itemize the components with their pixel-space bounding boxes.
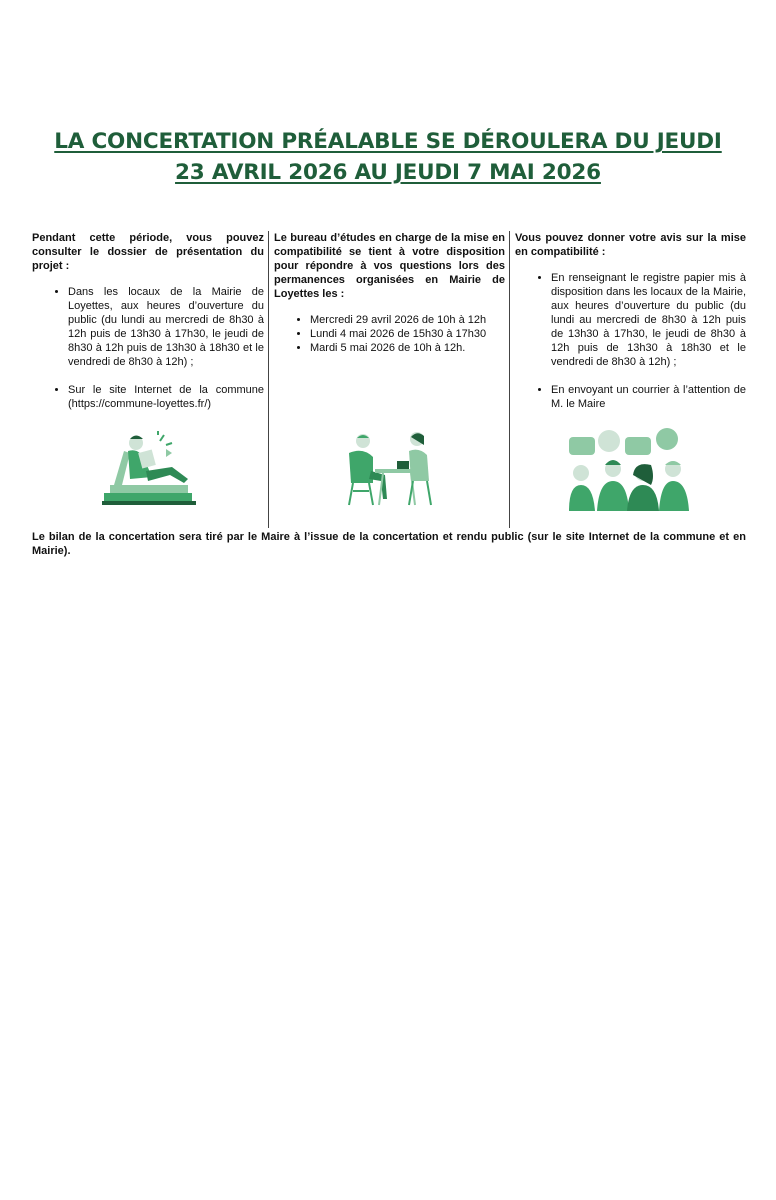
info-columns (32, 231, 746, 528)
group-with-speech-bubbles-illustration (563, 427, 693, 511)
page-title (0, 126, 776, 188)
bullet-list (515, 271, 746, 411)
column-lead: Pendant cette période, vous pouvez consulter le dossier de présentation du projet : (32, 232, 264, 272)
column-avis (510, 231, 746, 528)
list-item: • Mardi 5 mai 2026 de 10h à 12h. (310, 341, 505, 355)
person-reading-on-books-illustration (100, 431, 200, 507)
list-item: • En envoyant un courrier à l’attention de M. le Maire (551, 383, 746, 411)
title-line-1: LA CONCERTATION PRÉALABLE SE DÉROULERA DU JEUDI (54, 129, 722, 154)
column-lead: Le bureau d’études en charge de la mise en compatibilité se tient à votre disposition pour répondre à vos questions lors des permanences organisées en Mairie de Loyettes les : (274, 232, 505, 300)
list-item: • En renseignant le registre papier mis à disposition dans les locaux de la Mairie, aux heures d’ouverture du public (du lundi au mercredi de 8h30 à 12h puis de 13h30 à 17h30, le jeudi de 8h30 à 12h puis de 13h30 à 18h30 et le vendredi de 8h30 à 12h) ; (551, 271, 746, 369)
list-item: • Sur le site Internet de la commune (https://commune-loyettes.fr/) (68, 383, 264, 411)
bullet-list (32, 285, 264, 411)
list-item: • Lundi 4 mai 2026 de 15h30 à 17h30 (310, 327, 505, 341)
meeting-at-table-illustration (339, 431, 439, 507)
footer-note: Le bilan de la concertation sera tiré par le Maire à l’issue de la concertation et rendu public (sur le site Internet de la commune et en Mairie). (32, 531, 746, 557)
list-item: • Mercredi 29 avril 2026 de 10h à 12h (310, 313, 505, 327)
column-permanences (269, 231, 510, 528)
title-line-2: 23 AVRIL 2026 AU JEUDI 7 MAI 2026 (175, 160, 601, 185)
column-consultation (32, 231, 269, 528)
list-item: • Dans les locaux de la Mairie de Loyettes, aux heures d’ouverture du public (du lundi au mercredi de 8h30 à 12h puis de 13h30 à 17h30, le jeudi de 8h30 à 12h puis de 13h30 à 18h30 et le vendredi de 8h30 à 12h) ; (68, 285, 264, 369)
column-lead: Vous pouvez donner votre avis sur la mise en compatibilité : (515, 232, 746, 258)
bullet-list (274, 313, 505, 355)
